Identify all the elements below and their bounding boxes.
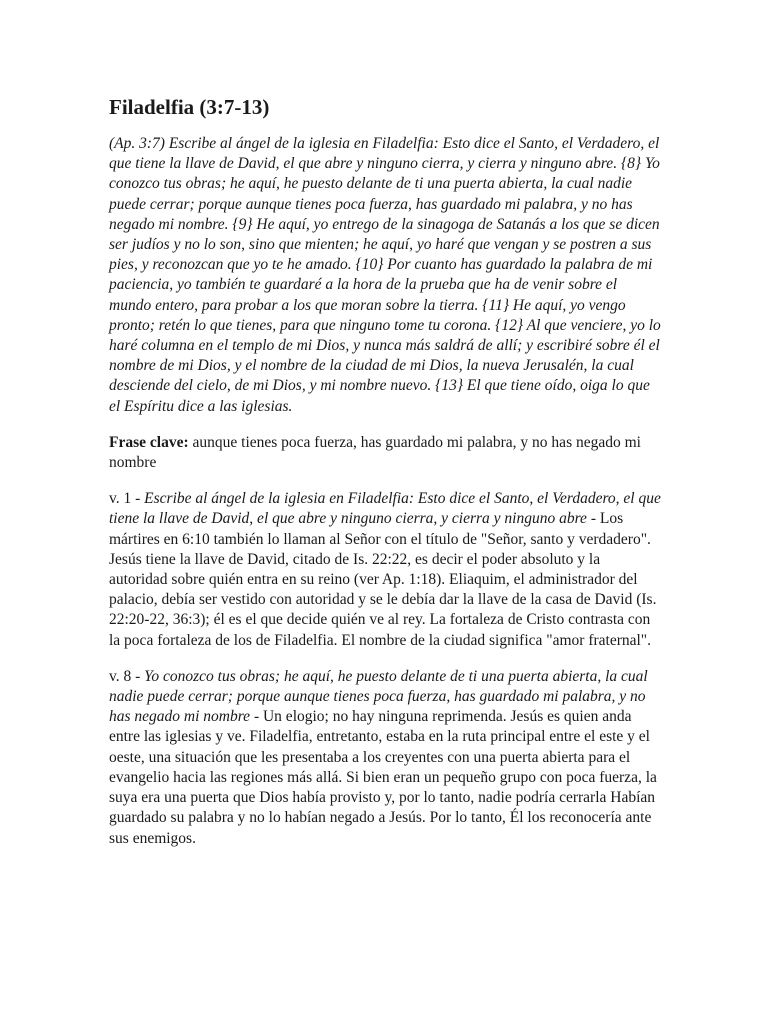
key-phrase-text: aunque tienes poca fuerza, has guardado mi palabra, y no has negado mi nombre <box>109 433 641 472</box>
verse-1-ref: v. 1 - <box>109 490 145 508</box>
verse-8-commentary: - Un elogio; no hay ninguna reprimenda. Jesús es quien anda entre las iglesias y ve. Filadelfia, entretanto, estaba en la ruta principal entre el este y el oeste, una situación que les presentaba a los creyentes con una puerta abierta para el evangelio hacia las regiones más allá. Si bien eran un pequeño grupo con poca fuerza, la suya era una puerta que Dios había provisto y, por lo tanto, nadie podría cerrarla Habían guardado su palabra y no lo habían negado a Jesús. Por lo tanto, Él los reconocería ante sus enemigos. <box>109 708 657 847</box>
verse-1-quote: Escribe al ángel de la iglesia en Filadelfia: Esto dice el Santo, el Verdadero, el que tiene la llave de David, el que abre y ninguno cierra, y cierra y ninguno abre <box>109 490 661 528</box>
page-title: Filadelfia (3:7-13) <box>109 95 270 119</box>
verse-1-paragraph <box>109 489 661 651</box>
scripture-text: (Ap. 3:7) Escribe al ángel de la iglesia en Filadelfia: Esto dice el Santo, el Verdadero, el que tiene la llave de David, el que abre y ninguno cierra, y cierra y ninguno abre. {8} Yo conozco tus obras; he aquí, he puesto delante de ti una puerta abierta, la cual nadie puede cerrar; porque aunque tienes poca fuerza, has guardado mi palabra, y no has negado mi nombre. {9} He aquí, yo entrego de la sinagoga de Satanás a los que se dicen ser judíos y no lo son, sino que mienten; he aquí, yo haré que vengan y se postren a sus pies, y reconozcan que yo te he amado. {10} Por cuanto has guardado la palabra de mi paciencia, yo también te guardaré a la hora de la prueba que ha de venir sobre el mundo entero, para probar a los que moran sobre la tierra. {11} He aquí, yo vengo pronto; retén lo que tienes, para que ninguno tome tu corona. {12} Al que venciere, yo lo haré columna en el templo de mi Dios, y nunca más saldrá de allí; y escribiré sobre él el nombre de mi Dios, y el nombre de la ciudad de mi Dios, la nueva Jerusalén, la cual desciende del cielo, de mi Dios, y mi nombre nuevo. {13} El que tiene oído, oiga lo que el Espíritu dice a las iglesias. <box>109 135 661 415</box>
key-phrase-label: Frase clave: <box>109 433 189 451</box>
document-page <box>109 94 661 865</box>
verse-8-quote: Yo conozco tus obras; he aquí, he puesto delante de ti una puerta abierta, la cual nadie puede cerrar; porque aunque tienes poca fuerza, has guardado mi palabra, y no has negado mi nombre <box>109 667 648 726</box>
verse-8-ref: v. 8 - <box>109 667 145 685</box>
verse-1-commentary: - Los mártires en 6:10 también lo llaman al Señor con el título de "Señor, santo y verdadero". Jesús tiene la llave de David, citado de Is. 22:22, es decir el poder absoluto y la autoridad sobre quién entra en su reino (ver Ap. 1:18). Eliaquim, el administrador del palacio, debía ser vestido con autoridad y se le debía dar la llave de la casa de David (Is. 22:20-22, 36:3); él es el que decide quién ve al rey. La fortaleza de Cristo contrasta con la poca fortaleza de los de Filadelfia. El nombre de la ciudad significa "amor fraternal". <box>109 510 657 649</box>
scripture-paragraph <box>109 134 661 417</box>
key-phrase-paragraph <box>109 433 661 473</box>
verse-8-paragraph <box>109 667 661 849</box>
